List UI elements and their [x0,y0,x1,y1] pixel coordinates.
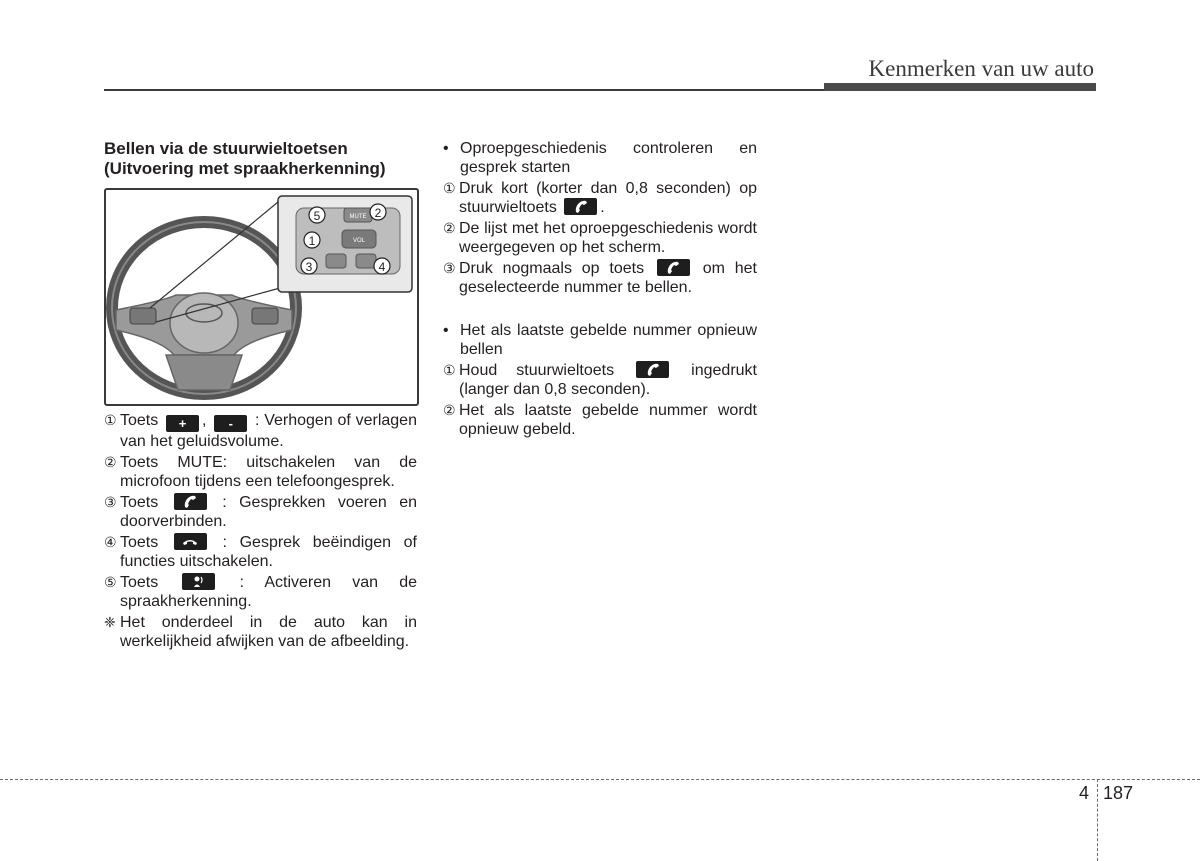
step-item: ② Het als laatste gebelde nummer wordt opnieuw gebeld. [443,402,757,438]
list-item-mute: ② Toets MUTE: uitschakelen van de microfoon tijdens een telefoongesprek. [104,454,417,490]
step-item: ③ Druk nogmaals op toets om het geselecteerde nummer te bellen. [443,260,757,296]
phone-pickup-icon [174,493,207,510]
svg-text:2: 2 [374,206,382,220]
steering-wheel-illustration [106,190,417,404]
list-item-voice: ⑤ Toets : Activeren van de spraakherkenning. [104,574,418,610]
footer-divider [1097,779,1098,861]
left-column-list [104,411,417,653]
bullet-redial: • Het als laatste gebelde nummer opnieuw bellen [443,322,757,358]
page-number: 187 [1103,783,1134,803]
footer-rule [0,779,1200,780]
list-item-call: ③ Toets : Gesprekken voeren en doorverbinden. [104,494,417,530]
mute-label: MUTE [349,214,367,220]
steering-wheel-figure [104,188,419,406]
list-item-note: ❈ Het onderdeel in de auto kan in werkelijkheid afwijken van de afbeelding. [104,614,417,650]
list-item-volume: ① Toets + , - : Verhogen of verlagen van het geluidsvolume. [104,412,417,450]
right-column-list [443,139,757,441]
phone-hangup-icon [174,533,207,550]
step-item: ① Houd stuurwieltoets ingedrukt (langer dan 0,8 seconden). [443,362,757,398]
voice-recognition-icon [182,573,215,590]
list-marker: ① [104,412,117,428]
vol-label: VOL [352,238,366,244]
svg-text:4: 4 [378,260,386,274]
svg-text:5: 5 [313,209,321,223]
svg-text:1: 1 [308,234,316,248]
header-rule-accent [824,83,1096,91]
svg-text:3: 3 [305,260,313,274]
header-rule [104,89,825,91]
minus-icon: - [214,415,247,432]
chapter-number: 4 [1079,783,1090,803]
plus-icon: + [166,415,199,432]
step-item: ① Druk kort (korter dan 0,8 seconden) op stuurwieltoets . [443,180,757,216]
bullet-call-history: • Oproepgeschiedenis controleren en gesprek starten [443,140,757,176]
section-heading: Bellen via de stuurwieltoetsen (Uitvoering met spraakherkenning) [104,139,386,178]
running-header-title: Kenmerken van uw auto [868,56,1094,81]
phone-pickup-icon [636,361,669,378]
phone-pickup-icon [657,259,690,276]
list-item-hangup: ④ Toets : Gesprek beëindigen of functies uitschakelen. [104,534,417,570]
phone-pickup-icon [564,198,597,215]
step-item: ② De lijst met het oproepgeschiedenis wordt weergegeven op het scherm. [443,220,757,256]
